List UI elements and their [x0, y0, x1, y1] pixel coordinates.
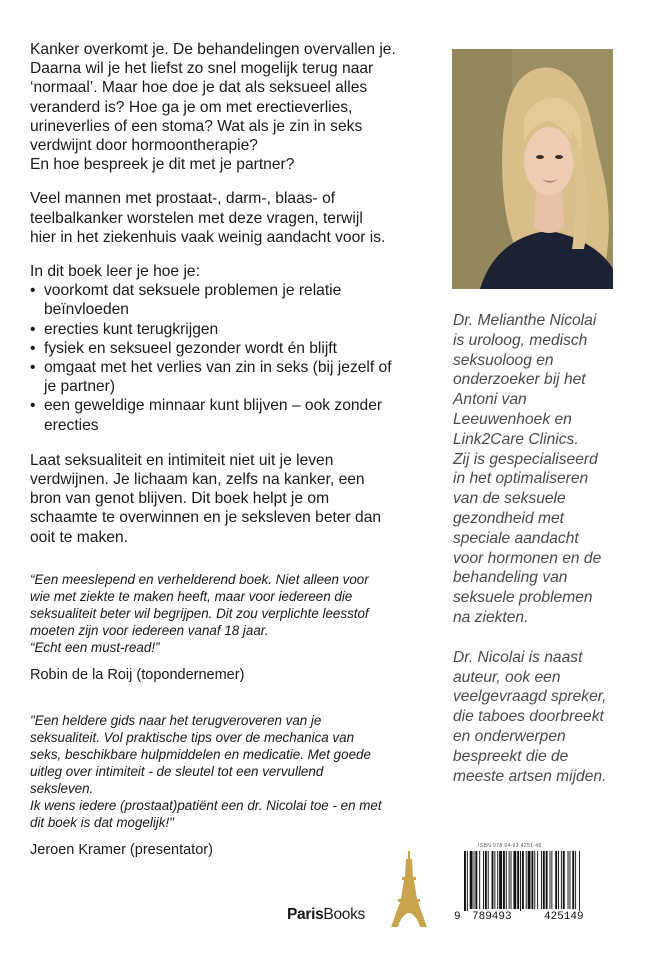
list-item: • omgaat met het verlies van zin in seks (bij jezelf of je partner) — [30, 358, 430, 396]
review-quote-2 — [30, 712, 450, 859]
text-line: auteur, ook een — [453, 668, 561, 686]
text-line: ooit te maken. — [30, 528, 128, 546]
text-line: veranderd is? Hoe ga je om met erectieverlies, — [30, 98, 353, 116]
text-line: verdwijnen. Je lichaam kan, zelfs na kanker, een — [30, 471, 365, 489]
text-line: Leeuwenhoek en — [453, 410, 572, 428]
text-line: Daarna wil je het liefst zo snel mogelijk terug naar — [30, 60, 374, 78]
text-line: is uroloog, medisch — [453, 331, 588, 349]
barcode-bar — [503, 851, 505, 909]
barcode-top-text: ISBN 978 94 93 4251 49 — [478, 843, 542, 849]
barcode-bar — [569, 851, 570, 909]
text-line: voor hormonen en de — [453, 549, 602, 567]
barcode-digit-prefix: 9 — [454, 911, 461, 923]
barcode-bar — [513, 851, 516, 909]
text-line: teelbalkanker worstelen met deze vragen, terwijl — [30, 209, 363, 227]
list-item: • fysiek en seksueel gezonder wordt én blijft — [30, 339, 430, 358]
text-line: en onderwerpen — [453, 727, 566, 745]
publisher-name: ParisBooks — [287, 906, 366, 923]
intro-paragraph — [30, 40, 430, 174]
barcode-digits-left: 789493 — [472, 911, 512, 923]
barcode-bar — [551, 851, 552, 909]
barcode-bar — [506, 851, 507, 909]
text-line: na ziekten. — [453, 608, 529, 626]
text-line: veelgevraagd spreker, — [453, 688, 607, 706]
barcode-bar — [509, 851, 510, 909]
review-quote-1 — [30, 571, 440, 684]
barcode-bar — [543, 851, 545, 909]
text-line: behandeling van — [453, 569, 568, 587]
text-line: En hoe bespreek je dit met je partner? — [30, 156, 295, 174]
second-paragraph — [30, 189, 430, 247]
author-bio — [453, 311, 628, 786]
barcode-bar — [546, 851, 548, 909]
barcode-bar — [575, 851, 576, 909]
barcode-bar — [483, 851, 484, 909]
barcode-bar — [485, 851, 487, 909]
barcode-bar — [479, 851, 480, 909]
text-line: hier in het ziekenhuis vaak weinig aandacht voor is. — [30, 228, 386, 246]
barcode-digits-right: 425149 — [544, 911, 584, 923]
barcode-bar — [470, 851, 473, 909]
barcode-bar — [534, 851, 535, 909]
list-item: • voorkomt dat seksuele problemen je relatie beïnvloeden — [30, 281, 430, 319]
text-line: Antoni van — [453, 391, 527, 409]
text-line: Dr. Nicolai is naast — [453, 648, 583, 666]
list-intro: In dit boek leer je hoe je: — [30, 263, 200, 281]
barcode-bar — [464, 851, 466, 911]
barcode-bar — [531, 851, 533, 909]
barcode-bar — [528, 851, 531, 909]
text-line: verdwijnt door hormoontherapie? — [30, 137, 258, 155]
barcode-bar — [467, 851, 468, 911]
barcode-bar — [579, 851, 580, 911]
text-line: die taboes doorbreekt — [453, 708, 604, 726]
barcode-bar — [517, 851, 519, 909]
text-line: urineverlies of een stoma? Wat als je zin in seks — [30, 117, 363, 135]
barcode-bars — [452, 851, 610, 911]
barcode-bar — [537, 851, 538, 909]
barcode-bar — [572, 851, 574, 909]
barcode-bar — [475, 851, 477, 909]
author-portrait-illustration — [452, 49, 613, 289]
text-line: speciale aandacht — [453, 529, 579, 547]
benefits-list — [30, 281, 430, 435]
text-line: gezondheid met — [453, 509, 564, 527]
eiffel-tower-icon — [391, 851, 427, 927]
text-line: seksuoloog en — [453, 351, 554, 369]
barcode-bar — [568, 851, 569, 909]
barcode-bar — [555, 851, 557, 909]
quote-author: Jeroen Kramer (presentator) — [30, 842, 213, 858]
text-line: Zij is gespecialiseerd — [453, 450, 598, 468]
barcode-bar — [561, 851, 562, 909]
text-line: in het optimaliseren — [453, 470, 589, 488]
text-line: seksuele problemen — [453, 589, 593, 607]
isbn-barcode — [452, 843, 610, 929]
text-line: ‘normaal’. Maar hoe doe je dat als seksueel alles — [30, 79, 368, 97]
text-line: schaamte te overwinnen en je seksleven beter dan — [30, 509, 382, 527]
text-line: van de seksuele — [453, 490, 566, 508]
bio-paragraph-2 — [453, 648, 628, 787]
text-line: meeste artsen mijden. — [453, 767, 607, 785]
barcode-bar — [541, 851, 542, 909]
barcode-bar — [522, 851, 524, 909]
publisher-logo — [287, 851, 427, 931]
bio-paragraph-1 — [453, 311, 628, 628]
barcode-bar — [511, 851, 512, 909]
list-item: • erecties kunt terugkrijgen — [30, 320, 430, 339]
text-line: bespreekt die de — [453, 747, 569, 765]
quote-text: “Een meeslepend en verhelderend boek. Niet alleen voor wie met ziekte te maken heeft, maar voor iedereen die seksualiteit beter wil begrijpen. Dit zou verplichte leesstof moeten zijn voor iedereen vanaf 18 jaar. “Echt een must-read!” — [30, 572, 369, 655]
text-line: onderzoeker bij het — [453, 371, 586, 389]
author-photo — [452, 49, 613, 289]
text-line: Veel mannen met prostaat-, darm-, blaas- of — [30, 190, 336, 208]
barcode-bar — [497, 851, 498, 909]
barcode-bar — [526, 851, 527, 909]
text-line: bron van genot blijven. Dit boek helpt je om — [30, 490, 330, 508]
barcode-bar — [563, 851, 565, 909]
barcode-bar — [494, 851, 495, 909]
text-line: Kanker overkomt je. De behandelingen overvallen je. — [30, 41, 396, 58]
barcode-bar — [550, 851, 551, 909]
barcode-bar — [558, 851, 559, 909]
barcode-bar — [499, 851, 502, 909]
text-line: Dr. Melianthe Nicolai — [453, 312, 597, 329]
barcode-bar — [520, 851, 521, 911]
text-line: Laat seksualiteit en intimiteit niet uit je leven — [30, 451, 334, 469]
text-line: Link2Care Clinics. — [453, 430, 579, 448]
barcode-bar — [488, 851, 489, 909]
list-item: • een geweldige minnaar kunt blijven – ook zonder erecties — [30, 396, 430, 434]
quote-author: Robin de la Roij (topondernemer) — [30, 667, 245, 683]
quote-text: "Een heldere gids naar het terugveroveren van je seksualiteit. Vol praktische tips over de mechanica van seks, beschikbare hulpmiddelen en medicatie. Met goede uitleg over intimiteit - de sleutel tot een vervullend seksleven. Ik wens iedere (prostaat)patiënt een dr. Nicolai toe - en met dit boek is dat mogelijk!" — [30, 713, 382, 830]
barcode-bar — [474, 851, 475, 909]
closing-paragraph — [30, 451, 430, 547]
barcode-bar — [492, 851, 494, 909]
back-cover-text — [30, 40, 430, 562]
